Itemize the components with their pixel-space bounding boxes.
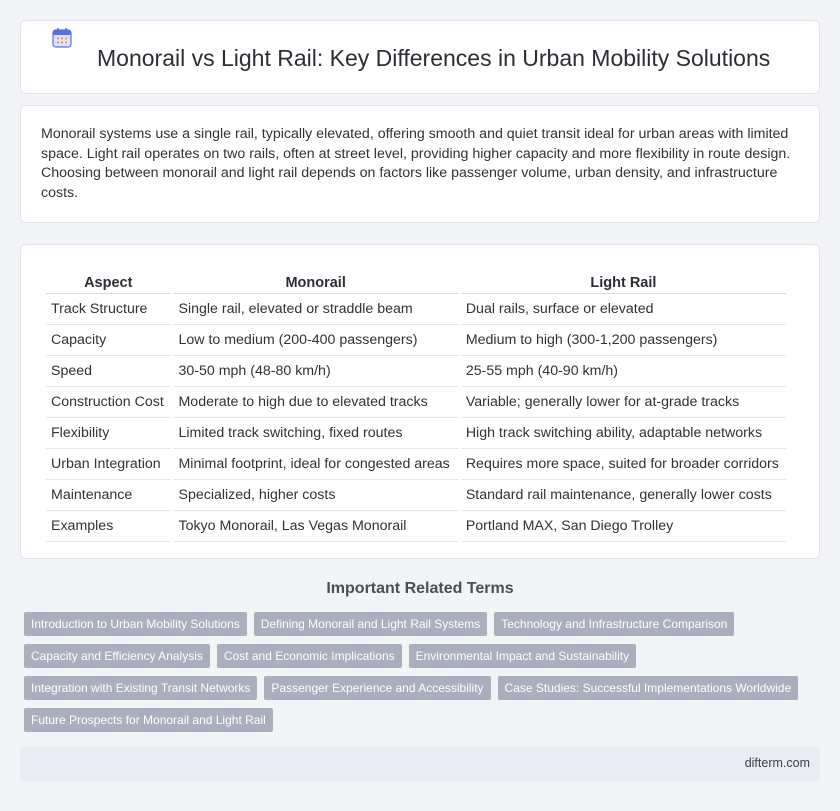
table-row <box>46 418 786 449</box>
table-cell: Medium to high (300-1,200 passengers) <box>461 325 786 356</box>
table-cell: Construction Cost <box>46 387 170 418</box>
table-cell: Variable; generally lower for at-grade tracks <box>461 387 786 418</box>
table-cell: 30-50 mph (48-80 km/h) <box>173 356 457 387</box>
table-cell: Speed <box>46 356 170 387</box>
calendar-icon <box>50 26 74 50</box>
table-row <box>46 294 786 325</box>
tag-row <box>24 612 824 636</box>
table-row <box>46 480 786 511</box>
table-cell: Standard rail maintenance, generally lower costs <box>461 480 786 511</box>
tag-row <box>24 708 824 732</box>
column-header-aspect: Aspect <box>46 267 170 294</box>
table-cell: Portland MAX, San Diego Trolley <box>461 511 786 542</box>
footer-site-link[interactable]: difterm.com <box>744 756 810 770</box>
related-term-tag[interactable]: Case Studies: Successful Implementations Worldwide <box>498 676 799 700</box>
table-cell: Limited track switching, fixed routes <box>173 418 457 449</box>
related-term-tag[interactable]: Introduction to Urban Mobility Solutions <box>24 612 247 636</box>
table-cell: Examples <box>46 511 170 542</box>
table-row <box>46 325 786 356</box>
table-row <box>46 449 786 480</box>
comparison-table <box>43 267 789 542</box>
table-cell: Capacity <box>46 325 170 356</box>
tag-row <box>24 676 824 700</box>
table-header-row <box>46 267 786 294</box>
related-term-tag[interactable]: Technology and Infrastructure Comparison <box>494 612 734 636</box>
header-card <box>20 20 820 94</box>
table-cell: Urban Integration <box>46 449 170 480</box>
tag-row <box>24 644 824 668</box>
related-term-tag[interactable]: Integration with Existing Transit Networks <box>24 676 257 700</box>
related-term-tag[interactable]: Environmental Impact and Sustainability <box>409 644 636 668</box>
table-cell: Dual rails, surface or elevated <box>461 294 786 325</box>
related-terms-list <box>24 612 824 740</box>
table-row <box>46 356 786 387</box>
table-cell: Flexibility <box>46 418 170 449</box>
table-cell: Low to medium (200-400 passengers) <box>173 325 457 356</box>
table-cell: Specialized, higher costs <box>173 480 457 511</box>
table-cell: Moderate to high due to elevated tracks <box>173 387 457 418</box>
related-term-tag[interactable]: Defining Monorail and Light Rail Systems <box>254 612 487 636</box>
footer <box>20 747 820 781</box>
related-term-tag[interactable]: Future Prospects for Monorail and Light Rail <box>24 708 273 732</box>
related-term-tag[interactable]: Passenger Experience and Accessibility <box>264 676 490 700</box>
related-term-tag[interactable]: Capacity and Efficiency Analysis <box>24 644 210 668</box>
table-cell: Maintenance <box>46 480 170 511</box>
column-header-monorail: Monorail <box>173 267 457 294</box>
comparison-card <box>20 244 820 559</box>
table-cell: Minimal footprint, ideal for congested areas <box>173 449 457 480</box>
table-row <box>46 511 786 542</box>
table-cell: 25-55 mph (40-90 km/h) <box>461 356 786 387</box>
table-cell: Single rail, elevated or straddle beam <box>173 294 457 325</box>
page-title: Monorail vs Light Rail: Key Differences in Urban Mobility Solutions <box>97 45 771 71</box>
related-terms-title: Important Related Terms <box>326 580 514 597</box>
table-cell: Tokyo Monorail, Las Vegas Monorail <box>173 511 457 542</box>
table-row <box>46 387 786 418</box>
intro-paragraph: Monorail systems use a single rail, typically elevated, offering smooth and quiet transit ideal for urban areas with limited space. Light rail operates on two rails, often at street level, providing higher capacity and more flexibility in route design. Choosing between monorail and light rail depends on factors like passenger volume, urban density, and infrastructure costs. <box>41 126 791 201</box>
table-cell: Track Structure <box>46 294 170 325</box>
related-term-tag[interactable]: Cost and Economic Implications <box>217 644 402 668</box>
column-header-light-rail: Light Rail <box>461 267 786 294</box>
table-cell: Requires more space, suited for broader corridors <box>461 449 786 480</box>
table-cell: High track switching ability, adaptable networks <box>461 418 786 449</box>
intro-card <box>20 105 820 223</box>
